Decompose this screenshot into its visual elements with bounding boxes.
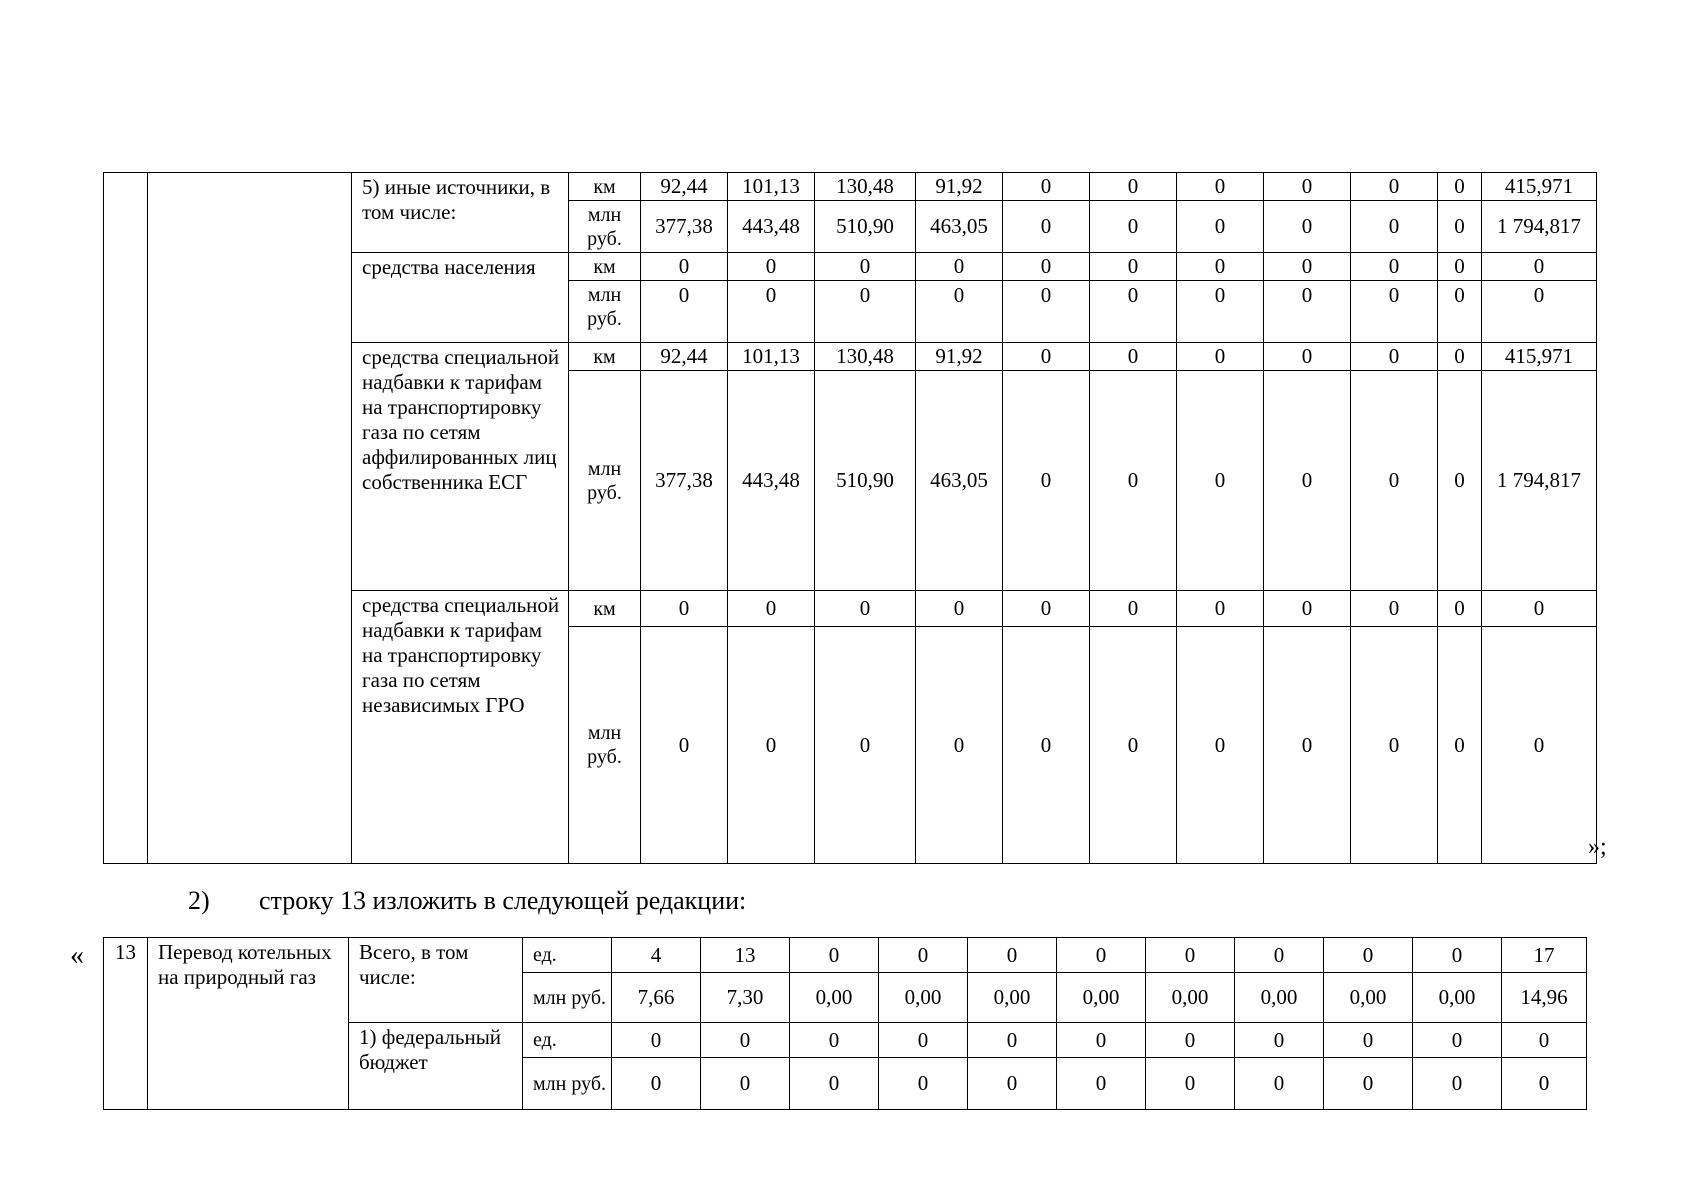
value-cell: 0	[1057, 1058, 1146, 1110]
value-cell: 0	[1090, 253, 1177, 281]
value-cell: 0	[968, 1058, 1057, 1110]
value-cell: 0	[1177, 281, 1264, 343]
amendment-instruction	[188, 886, 746, 916]
value-cell: 0	[1146, 938, 1235, 973]
value-cell: 463,05	[916, 201, 1003, 253]
unit-cell: млн руб.	[523, 973, 612, 1023]
value-cell: 0	[968, 938, 1057, 973]
value-cell: 443,48	[728, 371, 815, 591]
unit-cell: км	[569, 253, 641, 281]
value-cell: 0	[1003, 201, 1090, 253]
value-cell: 0	[1264, 343, 1351, 371]
value-cell: 0	[728, 253, 815, 281]
value-cell: 0	[1413, 1023, 1502, 1058]
value-cell: 7,66	[612, 973, 701, 1023]
value-cell: 0	[916, 253, 1003, 281]
value-cell: 0	[1438, 371, 1482, 591]
source-label: средства специальной надбавки к тарифам на транспортировку газа по сетям независимых ГРО	[352, 591, 569, 864]
row-number-cell	[104, 173, 148, 864]
value-cell: 0	[1177, 173, 1264, 201]
row-number-cell: 13	[104, 938, 148, 1110]
value-cell: 0	[916, 627, 1003, 864]
value-cell: 4	[612, 938, 701, 973]
value-cell: 0	[1090, 343, 1177, 371]
value-cell: 0	[728, 627, 815, 864]
value-cell: 0	[1235, 938, 1324, 973]
value-cell: 0	[1235, 1058, 1324, 1110]
value-cell: 0	[1264, 281, 1351, 343]
value-cell: 0	[612, 1023, 701, 1058]
value-cell: 0	[1351, 201, 1438, 253]
total-cell: 0	[1482, 281, 1597, 343]
source-label: средства населения	[352, 253, 569, 343]
value-cell: 0	[1003, 253, 1090, 281]
value-cell: 0	[815, 627, 916, 864]
unit-cell: ед.	[523, 938, 612, 973]
value-cell: 0,00	[1235, 973, 1324, 1023]
value-cell: 101,13	[728, 173, 815, 201]
value-cell: 0	[1264, 253, 1351, 281]
value-cell: 0	[1090, 281, 1177, 343]
source-label: средства специальной надбавки к тарифам на транспортировку газа по сетям аффилированных лиц собственника ЕСГ	[352, 343, 569, 591]
measure-name-cell: Перевод котельных на природный газ	[148, 938, 349, 1110]
unit-cell: км	[569, 173, 641, 201]
source-label: 1) федеральный бюджет	[349, 1023, 523, 1110]
total-cell: 17	[1502, 938, 1587, 973]
value-cell: 0	[641, 281, 728, 343]
value-cell: 0	[1264, 591, 1351, 627]
value-cell: 0	[1324, 938, 1413, 973]
value-cell: 0	[1090, 371, 1177, 591]
total-cell: 14,96	[1502, 973, 1587, 1023]
value-cell: 0	[641, 591, 728, 627]
value-cell: 0	[1003, 343, 1090, 371]
value-cell: 0	[879, 1058, 968, 1110]
value-cell: 443,48	[728, 201, 815, 253]
value-cell: 92,44	[641, 173, 728, 201]
value-cell: 0	[1351, 591, 1438, 627]
value-cell: 0	[1177, 343, 1264, 371]
value-cell: 0	[916, 591, 1003, 627]
value-cell: 0	[1177, 371, 1264, 591]
value-cell: 0	[1003, 371, 1090, 591]
value-cell: 0	[1438, 281, 1482, 343]
value-cell: 0	[612, 1058, 701, 1110]
value-cell: 0	[1413, 938, 1502, 973]
program-table-continuation	[103, 172, 1597, 864]
value-cell: 0	[916, 281, 1003, 343]
total-cell: 415,971	[1482, 173, 1597, 201]
value-cell: 91,92	[916, 343, 1003, 371]
measure-name-cell	[148, 173, 352, 864]
value-cell: 0	[1057, 938, 1146, 973]
unit-cell: млн руб.	[523, 1058, 612, 1110]
value-cell: 0	[1235, 1023, 1324, 1058]
value-cell: 0	[1177, 627, 1264, 864]
value-cell: 0	[1090, 173, 1177, 201]
instruction-number: 2)	[188, 886, 210, 915]
value-cell: 0	[1351, 281, 1438, 343]
value-cell: 0	[1090, 591, 1177, 627]
value-cell: 0	[641, 253, 728, 281]
value-cell: 0,00	[1146, 973, 1235, 1023]
value-cell: 0	[790, 1023, 879, 1058]
value-cell: 0	[1413, 1058, 1502, 1110]
opening-quote: «	[70, 940, 84, 971]
value-cell: 0	[701, 1058, 790, 1110]
value-cell: 0	[1438, 627, 1482, 864]
total-cell: 0	[1502, 1058, 1587, 1110]
value-cell: 377,38	[641, 201, 728, 253]
total-cell: 0	[1482, 591, 1597, 627]
value-cell: 92,44	[641, 343, 728, 371]
value-cell: 0	[1146, 1058, 1235, 1110]
value-cell: 0,00	[1057, 973, 1146, 1023]
total-cell: 0	[1482, 253, 1597, 281]
instruction-text: строку 13 изложить в следующей редакции:	[259, 886, 747, 915]
value-cell: 0	[728, 281, 815, 343]
value-cell: 7,30	[701, 973, 790, 1023]
value-cell: 0	[1324, 1058, 1413, 1110]
value-cell: 0	[1264, 173, 1351, 201]
value-cell: 0	[1264, 627, 1351, 864]
value-cell: 0	[1438, 201, 1482, 253]
value-cell: 130,48	[815, 173, 916, 201]
value-cell: 0	[1351, 627, 1438, 864]
value-cell: 510,90	[815, 201, 916, 253]
unit-cell: млн руб.	[569, 281, 641, 343]
value-cell: 13	[701, 938, 790, 973]
value-cell: 101,13	[728, 343, 815, 371]
unit-cell: км	[569, 591, 641, 627]
value-cell: 0	[1177, 253, 1264, 281]
value-cell: 0	[1003, 591, 1090, 627]
value-cell: 0	[1324, 1023, 1413, 1058]
value-cell: 0	[1090, 201, 1177, 253]
value-cell: 0	[968, 1023, 1057, 1058]
value-cell: 0	[790, 1058, 879, 1110]
value-cell: 0,00	[1413, 973, 1502, 1023]
program-table-row-13	[103, 937, 1587, 1110]
value-cell: 0	[879, 938, 968, 973]
value-cell: 0	[1003, 627, 1090, 864]
table-row	[104, 173, 1597, 201]
value-cell: 0	[1264, 371, 1351, 591]
value-cell: 0	[701, 1023, 790, 1058]
value-cell: 0	[815, 253, 916, 281]
value-cell: 0	[1351, 253, 1438, 281]
unit-cell: млн руб.	[569, 201, 641, 253]
value-cell: 0,00	[1324, 973, 1413, 1023]
value-cell: 91,92	[916, 173, 1003, 201]
value-cell: 0	[1057, 1023, 1146, 1058]
value-cell: 0,00	[968, 973, 1057, 1023]
unit-cell: млн руб.	[569, 371, 641, 591]
unit-cell: км	[569, 343, 641, 371]
value-cell: 510,90	[815, 371, 916, 591]
value-cell: 0	[815, 591, 916, 627]
closing-quote: »;	[1588, 834, 1607, 860]
value-cell: 0	[1177, 591, 1264, 627]
value-cell: 0,00	[879, 973, 968, 1023]
value-cell: 377,38	[641, 371, 728, 591]
value-cell: 0	[641, 627, 728, 864]
value-cell: 0	[728, 591, 815, 627]
total-cell: 1 794,817	[1482, 201, 1597, 253]
unit-cell: ед.	[523, 1023, 612, 1058]
table-row	[104, 938, 1587, 973]
total-cell: 1 794,817	[1482, 371, 1597, 591]
value-cell: 463,05	[916, 371, 1003, 591]
value-cell: 0	[1264, 201, 1351, 253]
value-cell: 0	[1438, 343, 1482, 371]
value-cell: 0	[1351, 173, 1438, 201]
total-cell: 415,971	[1482, 343, 1597, 371]
total-cell: 0	[1482, 627, 1597, 864]
value-cell: 0	[1351, 343, 1438, 371]
value-cell: 130,48	[815, 343, 916, 371]
unit-cell: млн руб.	[569, 627, 641, 864]
value-cell: 0	[879, 1023, 968, 1058]
value-cell: 0	[1438, 591, 1482, 627]
value-cell: 0	[1177, 201, 1264, 253]
value-cell: 0	[790, 938, 879, 973]
value-cell: 0	[1090, 627, 1177, 864]
value-cell: 0	[1003, 173, 1090, 201]
source-label: Всего, в том числе:	[349, 938, 523, 1023]
value-cell: 0	[815, 281, 916, 343]
value-cell: 0	[1438, 173, 1482, 201]
value-cell: 0,00	[790, 973, 879, 1023]
source-label: 5) иные источники, в том числе:	[352, 173, 569, 253]
value-cell: 0	[1351, 371, 1438, 591]
value-cell: 0	[1146, 1023, 1235, 1058]
value-cell: 0	[1438, 253, 1482, 281]
total-cell: 0	[1502, 1023, 1587, 1058]
value-cell: 0	[1003, 281, 1090, 343]
